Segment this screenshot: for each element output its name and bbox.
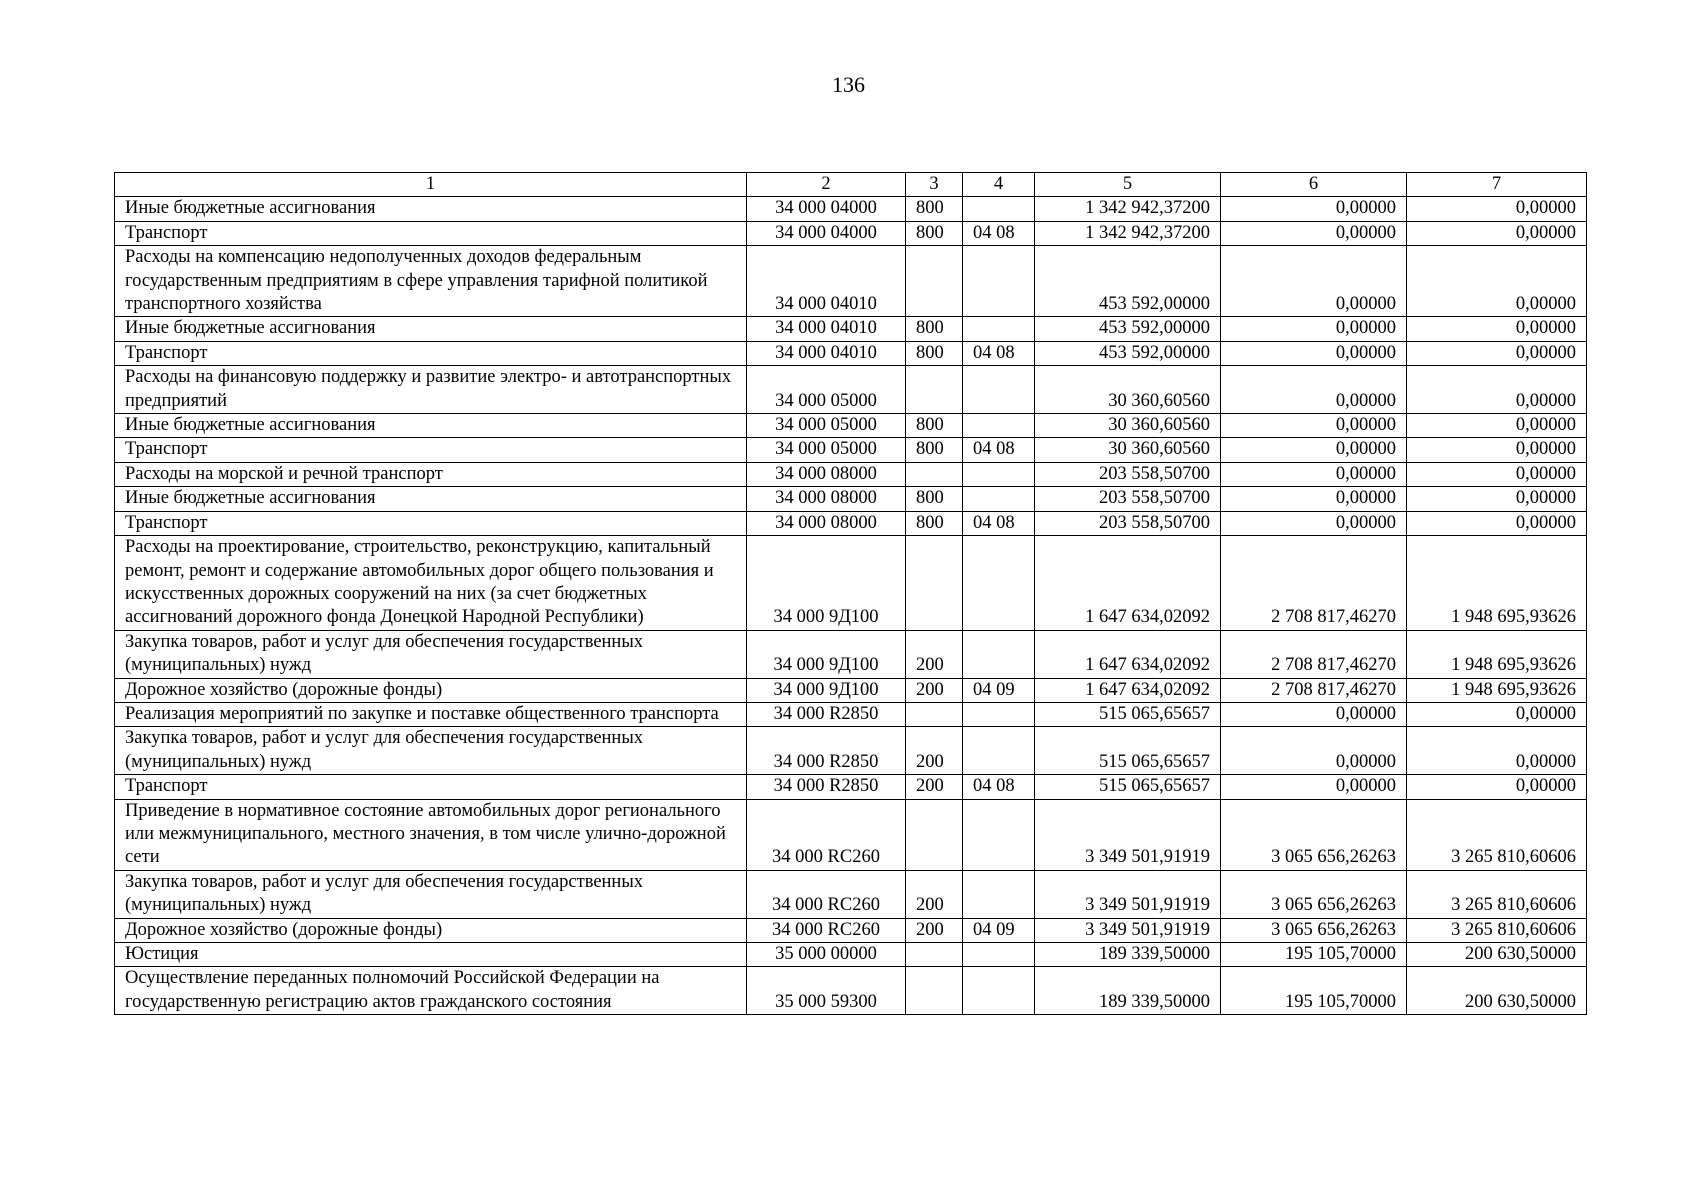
row-amount-col5-cell: 3 349 501,91919 bbox=[1035, 799, 1221, 870]
row-section-cell bbox=[963, 462, 1035, 486]
row-amount-col7-cell: 0,00000 bbox=[1407, 462, 1587, 486]
row-amount-col6-cell: 0,00000 bbox=[1221, 221, 1407, 245]
row-expense-type-cell bbox=[906, 702, 963, 726]
row-section-cell bbox=[963, 630, 1035, 678]
row-section-cell bbox=[963, 702, 1035, 726]
row-section-cell bbox=[963, 487, 1035, 511]
table-row bbox=[115, 702, 1587, 726]
row-amount-col6-cell: 0,00000 bbox=[1221, 246, 1407, 317]
row-amount-col5-cell: 30 360,60560 bbox=[1035, 438, 1221, 462]
page-number: 136 bbox=[832, 72, 865, 97]
table-row bbox=[115, 462, 1587, 486]
table-row bbox=[115, 487, 1587, 511]
row-code-cell: 34 000 08000 bbox=[747, 487, 906, 511]
row-amount-col5-cell: 189 339,50000 bbox=[1035, 943, 1221, 967]
row-amount-col7-cell: 0,00000 bbox=[1407, 414, 1587, 438]
row-expense-type-cell: 200 bbox=[906, 775, 963, 799]
row-amount-col7-cell: 3 265 810,60606 bbox=[1407, 918, 1587, 942]
row-amount-col7-cell: 0,00000 bbox=[1407, 341, 1587, 365]
row-expense-type-cell: 800 bbox=[906, 341, 963, 365]
row-section-cell: 04 09 bbox=[963, 918, 1035, 942]
header-col-6: 6 bbox=[1221, 173, 1407, 197]
row-code-cell: 34 000 05000 bbox=[747, 438, 906, 462]
row-amount-col6-cell: 0,00000 bbox=[1221, 487, 1407, 511]
row-expense-type-cell bbox=[906, 943, 963, 967]
table-row bbox=[115, 870, 1587, 918]
row-amount-col5-cell: 453 592,00000 bbox=[1035, 341, 1221, 365]
row-amount-col6-cell: 3 065 656,26263 bbox=[1221, 870, 1407, 918]
row-code-cell: 34 000 R2850 bbox=[747, 775, 906, 799]
row-amount-col7-cell: 0,00000 bbox=[1407, 438, 1587, 462]
row-amount-col5-cell: 203 558,50700 bbox=[1035, 462, 1221, 486]
table-row bbox=[115, 943, 1587, 967]
row-amount-col5-cell: 1 647 634,02092 bbox=[1035, 678, 1221, 702]
row-amount-col6-cell: 2 708 817,46270 bbox=[1221, 630, 1407, 678]
row-amount-col5-cell: 30 360,60560 bbox=[1035, 366, 1221, 414]
table-row bbox=[115, 438, 1587, 462]
row-expense-type-cell bbox=[906, 366, 963, 414]
row-name-cell: Транспорт bbox=[115, 341, 747, 365]
row-amount-col5-cell: 203 558,50700 bbox=[1035, 487, 1221, 511]
table-row bbox=[115, 221, 1587, 245]
row-amount-col6-cell: 0,00000 bbox=[1221, 366, 1407, 414]
row-name-cell: Реализация мероприятий по закупке и поставке общественного транспорта bbox=[115, 702, 747, 726]
row-amount-col5-cell: 453 592,00000 bbox=[1035, 317, 1221, 341]
row-code-cell: 34 000 08000 bbox=[747, 511, 906, 535]
row-amount-col5-cell: 189 339,50000 bbox=[1035, 967, 1221, 1015]
row-amount-col6-cell: 0,00000 bbox=[1221, 317, 1407, 341]
header-col-1: 1 bbox=[115, 173, 747, 197]
row-code-cell: 34 000 RC260 bbox=[747, 870, 906, 918]
row-code-cell: 34 000 04000 bbox=[747, 197, 906, 221]
row-name-cell: Иные бюджетные ассигнования bbox=[115, 487, 747, 511]
row-amount-col5-cell: 1 342 942,37200 bbox=[1035, 221, 1221, 245]
row-amount-col5-cell: 1 342 942,37200 bbox=[1035, 197, 1221, 221]
row-name-cell: Иные бюджетные ассигнования bbox=[115, 414, 747, 438]
row-code-cell: 34 000 04010 bbox=[747, 246, 906, 317]
table-row bbox=[115, 775, 1587, 799]
header-col-2: 2 bbox=[747, 173, 906, 197]
row-expense-type-cell: 200 bbox=[906, 630, 963, 678]
row-section-cell: 04 09 bbox=[963, 678, 1035, 702]
row-code-cell: 34 000 R2850 bbox=[747, 727, 906, 775]
row-expense-type-cell: 200 bbox=[906, 870, 963, 918]
row-section-cell bbox=[963, 943, 1035, 967]
row-name-cell: Расходы на финансовую поддержку и развитие электро- и автотранспортных предприятий bbox=[115, 366, 747, 414]
row-amount-col7-cell: 0,00000 bbox=[1407, 246, 1587, 317]
row-expense-type-cell: 800 bbox=[906, 438, 963, 462]
row-expense-type-cell: 200 bbox=[906, 727, 963, 775]
row-amount-col7-cell: 0,00000 bbox=[1407, 366, 1587, 414]
row-amount-col6-cell: 0,00000 bbox=[1221, 702, 1407, 726]
table-row bbox=[115, 511, 1587, 535]
row-amount-col7-cell: 3 265 810,60606 bbox=[1407, 870, 1587, 918]
table-row bbox=[115, 414, 1587, 438]
row-amount-col6-cell: 0,00000 bbox=[1221, 197, 1407, 221]
row-name-cell: Закупка товаров, работ и услуг для обеспечения государственных (муниципальных) нужд bbox=[115, 630, 747, 678]
table-row bbox=[115, 366, 1587, 414]
row-code-cell: 34 000 RC260 bbox=[747, 918, 906, 942]
row-expense-type-cell: 800 bbox=[906, 197, 963, 221]
row-name-cell: Дорожное хозяйство (дорожные фонды) bbox=[115, 918, 747, 942]
budget-table bbox=[114, 172, 1587, 1015]
table-row bbox=[115, 678, 1587, 702]
row-name-cell: Транспорт bbox=[115, 221, 747, 245]
row-amount-col7-cell: 0,00000 bbox=[1407, 221, 1587, 245]
row-amount-col6-cell: 3 065 656,26263 bbox=[1221, 799, 1407, 870]
row-expense-type-cell bbox=[906, 462, 963, 486]
row-expense-type-cell: 800 bbox=[906, 221, 963, 245]
row-amount-col5-cell: 1 647 634,02092 bbox=[1035, 630, 1221, 678]
table-header-row bbox=[115, 173, 1587, 197]
row-section-cell bbox=[963, 967, 1035, 1015]
row-amount-col7-cell: 0,00000 bbox=[1407, 727, 1587, 775]
row-expense-type-cell: 200 bbox=[906, 918, 963, 942]
row-amount-col6-cell: 0,00000 bbox=[1221, 511, 1407, 535]
header-col-7: 7 bbox=[1407, 173, 1587, 197]
row-amount-col6-cell: 0,00000 bbox=[1221, 438, 1407, 462]
row-section-cell: 04 08 bbox=[963, 438, 1035, 462]
row-name-cell: Транспорт bbox=[115, 775, 747, 799]
row-section-cell bbox=[963, 414, 1035, 438]
row-expense-type-cell bbox=[906, 799, 963, 870]
header-col-5: 5 bbox=[1035, 173, 1221, 197]
row-section-cell: 04 08 bbox=[963, 341, 1035, 365]
row-name-cell: Транспорт bbox=[115, 511, 747, 535]
row-name-cell: Закупка товаров, работ и услуг для обеспечения государственных (муниципальных) нужд bbox=[115, 870, 747, 918]
row-amount-col7-cell: 0,00000 bbox=[1407, 317, 1587, 341]
row-amount-col5-cell: 1 647 634,02092 bbox=[1035, 536, 1221, 631]
row-amount-col5-cell: 515 065,65657 bbox=[1035, 727, 1221, 775]
row-code-cell: 34 000 04000 bbox=[747, 221, 906, 245]
row-expense-type-cell: 800 bbox=[906, 487, 963, 511]
row-amount-col5-cell: 3 349 501,91919 bbox=[1035, 918, 1221, 942]
row-amount-col5-cell: 30 360,60560 bbox=[1035, 414, 1221, 438]
row-section-cell bbox=[963, 870, 1035, 918]
row-amount-col7-cell: 0,00000 bbox=[1407, 511, 1587, 535]
row-expense-type-cell: 800 bbox=[906, 317, 963, 341]
table-row bbox=[115, 341, 1587, 365]
row-section-cell bbox=[963, 366, 1035, 414]
row-amount-col7-cell: 1 948 695,93626 bbox=[1407, 536, 1587, 631]
row-amount-col6-cell: 0,00000 bbox=[1221, 414, 1407, 438]
row-code-cell: 34 000 9Д100 bbox=[747, 678, 906, 702]
row-section-cell: 04 08 bbox=[963, 511, 1035, 535]
row-code-cell: 34 000 05000 bbox=[747, 414, 906, 438]
row-section-cell bbox=[963, 197, 1035, 221]
table-row bbox=[115, 630, 1587, 678]
row-name-cell: Иные бюджетные ассигнования bbox=[115, 197, 747, 221]
row-section-cell: 04 08 bbox=[963, 775, 1035, 799]
row-code-cell: 34 000 9Д100 bbox=[747, 536, 906, 631]
row-name-cell: Расходы на морской и речной транспорт bbox=[115, 462, 747, 486]
row-amount-col6-cell: 0,00000 bbox=[1221, 462, 1407, 486]
row-amount-col6-cell: 0,00000 bbox=[1221, 775, 1407, 799]
row-name-cell: Осуществление переданных полномочий Российской Федерации на государственную регистрацию актов гражданского состояния bbox=[115, 967, 747, 1015]
row-expense-type-cell: 800 bbox=[906, 511, 963, 535]
table-row bbox=[115, 536, 1587, 631]
table-row bbox=[115, 727, 1587, 775]
row-expense-type-cell bbox=[906, 967, 963, 1015]
row-code-cell: 34 000 R2850 bbox=[747, 702, 906, 726]
row-amount-col6-cell: 2 708 817,46270 bbox=[1221, 678, 1407, 702]
row-code-cell: 34 000 08000 bbox=[747, 462, 906, 486]
table-row bbox=[115, 197, 1587, 221]
table-row bbox=[115, 918, 1587, 942]
row-expense-type-cell bbox=[906, 246, 963, 317]
row-amount-col5-cell: 3 349 501,91919 bbox=[1035, 870, 1221, 918]
row-name-cell: Расходы на компенсацию недополученных доходов федеральным государственным предприятиям в сфере управления тарифной политикой транспортного хозяйства bbox=[115, 246, 747, 317]
row-amount-col5-cell: 515 065,65657 bbox=[1035, 775, 1221, 799]
table-row bbox=[115, 967, 1587, 1015]
row-section-cell bbox=[963, 317, 1035, 341]
row-section-cell: 04 08 bbox=[963, 221, 1035, 245]
row-name-cell: Иные бюджетные ассигнования bbox=[115, 317, 747, 341]
row-section-cell bbox=[963, 536, 1035, 631]
row-name-cell: Транспорт bbox=[115, 438, 747, 462]
row-amount-col5-cell: 453 592,00000 bbox=[1035, 246, 1221, 317]
row-expense-type-cell: 800 bbox=[906, 414, 963, 438]
row-name-cell: Дорожное хозяйство (дорожные фонды) bbox=[115, 678, 747, 702]
row-amount-col7-cell: 1 948 695,93626 bbox=[1407, 678, 1587, 702]
header-col-3: 3 bbox=[906, 173, 963, 197]
row-expense-type-cell bbox=[906, 536, 963, 631]
row-name-cell: Расходы на проектирование, строительство, реконструкцию, капитальный ремонт, ремонт и содержание автомобильных дорог общего пользования и искусственных дорожных сооружений на них (за счет бюджетных ассигнований дорожного фонда Донецкой Народной Республики) bbox=[115, 536, 747, 631]
header-col-4: 4 bbox=[963, 173, 1035, 197]
row-amount-col6-cell: 3 065 656,26263 bbox=[1221, 918, 1407, 942]
row-amount-col6-cell: 195 105,70000 bbox=[1221, 943, 1407, 967]
row-amount-col5-cell: 203 558,50700 bbox=[1035, 511, 1221, 535]
row-code-cell: 34 000 05000 bbox=[747, 366, 906, 414]
row-amount-col7-cell: 1 948 695,93626 bbox=[1407, 630, 1587, 678]
row-name-cell: Закупка товаров, работ и услуг для обеспечения государственных (муниципальных) нужд bbox=[115, 727, 747, 775]
row-amount-col7-cell: 200 630,50000 bbox=[1407, 943, 1587, 967]
row-amount-col7-cell: 3 265 810,60606 bbox=[1407, 799, 1587, 870]
table-row bbox=[115, 246, 1587, 317]
row-section-cell bbox=[963, 799, 1035, 870]
row-amount-col6-cell: 2 708 817,46270 bbox=[1221, 536, 1407, 631]
row-expense-type-cell: 200 bbox=[906, 678, 963, 702]
row-code-cell: 35 000 59300 bbox=[747, 967, 906, 1015]
row-section-cell bbox=[963, 727, 1035, 775]
row-name-cell: Юстиция bbox=[115, 943, 747, 967]
row-code-cell: 35 000 00000 bbox=[747, 943, 906, 967]
row-amount-col7-cell: 0,00000 bbox=[1407, 702, 1587, 726]
row-code-cell: 34 000 04010 bbox=[747, 317, 906, 341]
row-amount-col6-cell: 0,00000 bbox=[1221, 727, 1407, 775]
row-code-cell: 34 000 04010 bbox=[747, 341, 906, 365]
row-name-cell: Приведение в нормативное состояние автомобильных дорог регионального или межмуниципального, местного значения, в том числе улично-дорожной сети bbox=[115, 799, 747, 870]
row-amount-col7-cell: 0,00000 bbox=[1407, 775, 1587, 799]
row-amount-col7-cell: 0,00000 bbox=[1407, 487, 1587, 511]
row-section-cell bbox=[963, 246, 1035, 317]
table-row bbox=[115, 799, 1587, 870]
table-row bbox=[115, 317, 1587, 341]
row-code-cell: 34 000 RC260 bbox=[747, 799, 906, 870]
row-amount-col7-cell: 200 630,50000 bbox=[1407, 967, 1587, 1015]
row-amount-col5-cell: 515 065,65657 bbox=[1035, 702, 1221, 726]
row-amount-col6-cell: 195 105,70000 bbox=[1221, 967, 1407, 1015]
row-amount-col7-cell: 0,00000 bbox=[1407, 197, 1587, 221]
row-code-cell: 34 000 9Д100 bbox=[747, 630, 906, 678]
row-amount-col6-cell: 0,00000 bbox=[1221, 341, 1407, 365]
